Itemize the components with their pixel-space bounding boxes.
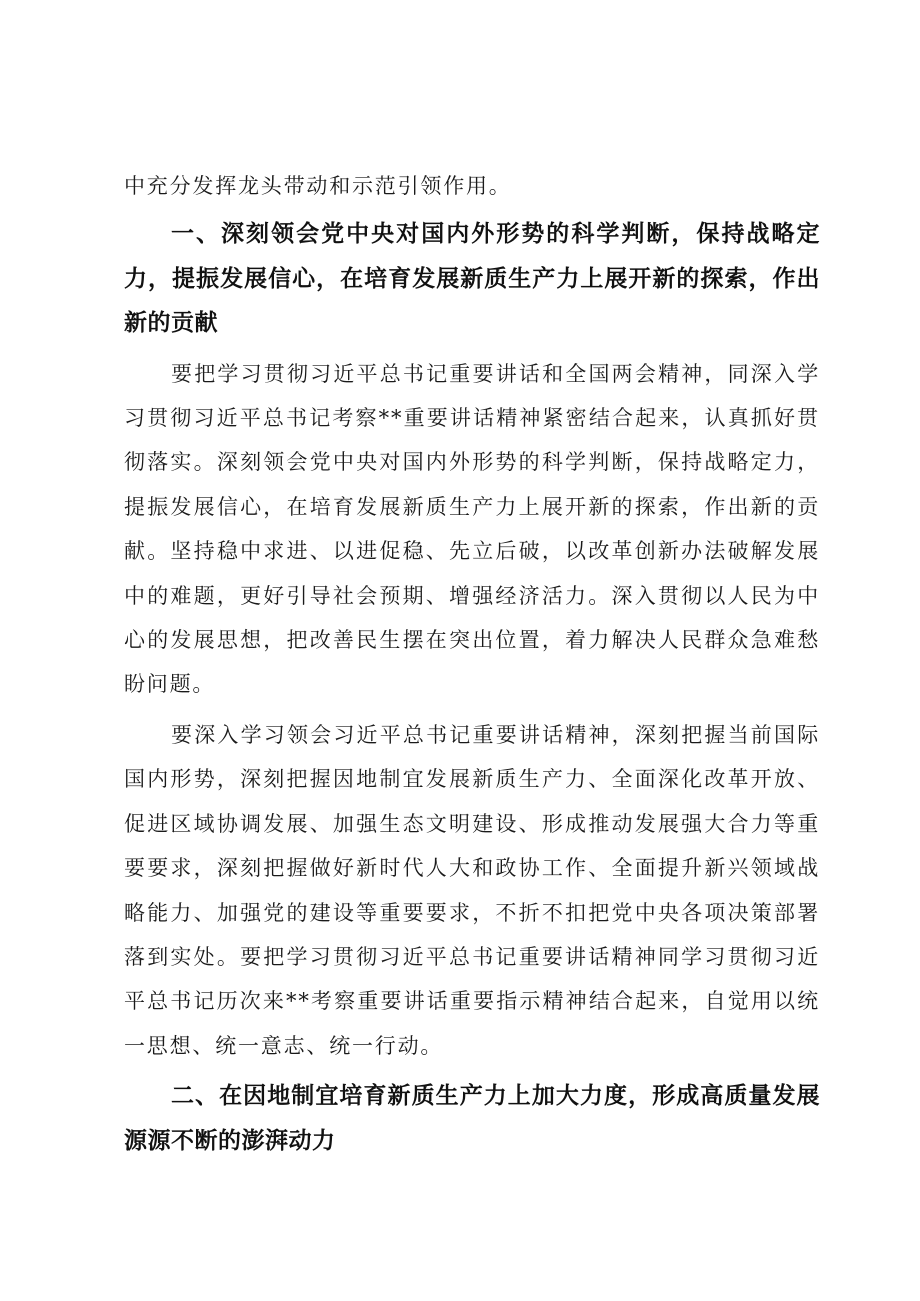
section-heading-1: 一、深刻领会党中央对国内外形势的科学判断，保持战略定力，提振发展信心，在培育发展新质生产力上展开新的探索，作出新的贡献 <box>124 221 820 337</box>
body-paragraph-1: 要把学习贯彻习近平总书记重要讲话和全国两会精神，同深入学习贯彻习近平总书记考察**重要讲话精神紧密结合起来，认真抓好贯彻落实。深刻领会党中央对国内外形势的科学判断，保持战略定力，提振发展信心，在培育发展新质生产力上展开新的探索，作出新的贡献。坚持稳中求进、以进促稳、先立后破，以改革创新办法破解发展中的难题，更好引导社会预期、增强经济活力。深入贯彻以人民为中心的发展思想，把改善民生摆在突出位置，着力解决人民群众急难愁盼问题。 <box>124 361 820 697</box>
body-paragraph-2: 要深入学习领会习近平总书记重要讲话精神，深刻把握当前国际国内形势，深刻把握因地制宜发展新质生产力、全面深化改革开放、促进区域协调发展、加强生态文明建设、形成推动发展强大合力等重要要求，深刻把握做好新时代人大和政协工作、全面提升新兴领域战略能力、加强党的建设等重要要求，不折不扣把党中央各项决策部署落到实处。要把学习贯彻习近平总书记重要讲话精神同学习贯彻习近平总书记历次来**考察重要讲话重要指示精神结合起来，自觉用以统一思想、统一意志、统一行动。 <box>124 722 820 1058</box>
paragraph-continuation: 中充分发挥龙头带动和示范引领作用。 <box>124 174 512 198</box>
section-heading-2: 二、在因地制宜培育新质生产力上加大力度，形成高质量发展源源不断的澎湃动力 <box>124 1083 820 1154</box>
